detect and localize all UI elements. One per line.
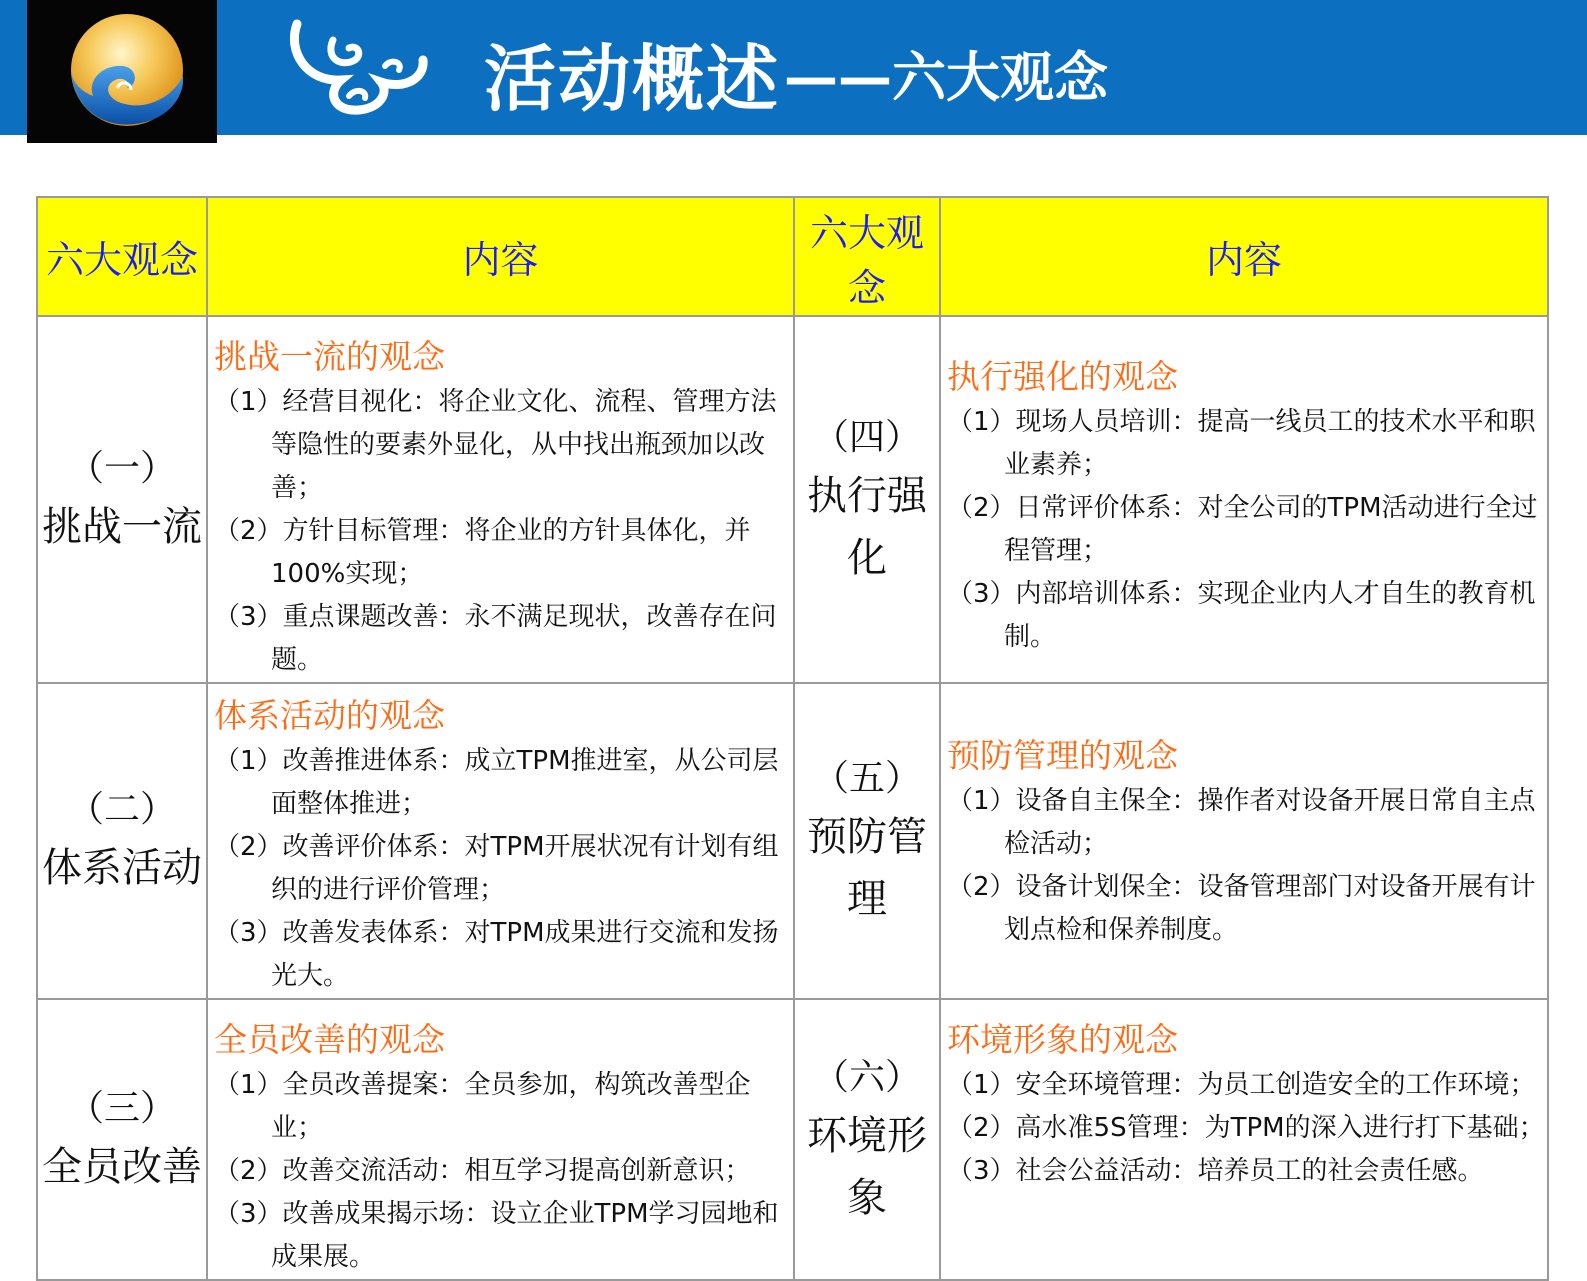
header-content-left: 内容 (207, 197, 794, 316)
table-header-row (37, 197, 1548, 316)
concepts-table (36, 196, 1549, 1281)
concept-label-cell (794, 316, 940, 683)
concept-label-cell (37, 683, 207, 999)
concept-number: （五） (812, 758, 921, 799)
concept-name: 预防管理 (807, 814, 927, 922)
concept-content-cell (940, 683, 1548, 999)
concept-name: 环境形象 (807, 1112, 927, 1221)
concept-content-cell (207, 683, 794, 999)
concept-label-cell (794, 683, 940, 999)
concept-label-cell (794, 999, 940, 1280)
concept-content-cell (207, 316, 794, 683)
title-sub: ——六大观念 (784, 45, 1109, 109)
concept-content-cell (940, 316, 1548, 683)
content-item: （2）改善交流活动：相互学习提高创新意识； (214, 1156, 751, 1186)
content-item: （2）日常评价体系：对全公司的TPM活动进行全过程管理； (947, 493, 1538, 566)
concept-number: （六） (812, 1056, 921, 1098)
content-item: （1）安全环境管理：为员工创造安全的工作环境； (947, 1070, 1536, 1100)
concept-number: （三） (67, 1087, 176, 1129)
concept-title: 体系活动的观念 (214, 696, 445, 735)
concept-name: 执行强化 (807, 472, 927, 581)
content-item: （1）设备自主保全：操作者对设备开展日常自主点检活动； (947, 786, 1536, 859)
concept-title: 执行强化的观念 (947, 357, 1178, 396)
content-item: （3）内部培训体系：实现企业内人才自生的教育机制。 (947, 579, 1536, 652)
concept-content-cell (207, 999, 794, 1280)
header-concept-left: 六大观念 (37, 197, 207, 316)
concept-number: （一） (67, 447, 176, 489)
concept-name: 挑战一流 (42, 503, 202, 550)
concept-content-cell (940, 999, 1548, 1280)
concept-name: 全员改善 (42, 1143, 202, 1190)
table-row (37, 316, 1548, 683)
company-logo (27, 0, 217, 143)
concept-title: 环境形象的观念 (947, 1020, 1178, 1059)
table-row (37, 999, 1548, 1280)
concept-label-cell (37, 999, 207, 1280)
concept-title: 预防管理的观念 (947, 736, 1178, 775)
content-item: （3）改善成果揭示场：设立企业TPM学习园地和成果展。 (214, 1199, 779, 1272)
concept-title: 全员改善的观念 (214, 1020, 445, 1059)
content-item: （2）方针目标管理：将企业的方针具体化，并100%实现； (214, 516, 751, 589)
header-concept-right: 六大观念 (794, 197, 940, 316)
content-item: （2）改善评价体系：对TPM开展状况有计划有组织的进行评价管理； (214, 832, 779, 905)
content-item: （3）改善发表体系：对TPM成果进行交流和发扬光大。 (214, 918, 779, 991)
content-item: （2）高水准5S管理：为TPM的深入进行打下基础； (947, 1113, 1545, 1143)
content-item: （3）社会公益活动：培养员工的社会责任感。 (947, 1156, 1484, 1186)
content-item: （1）改善推进体系：成立TPM推进室，从公司层面整体推进； (214, 746, 779, 819)
content-item: （2）设备计划保全：设备管理部门对设备开展有计划点检和保养制度。 (947, 872, 1536, 945)
content-item: （1）经营目视化：将企业文化、流程、管理方法等隐性的要素外显化，从中找出瓶颈加以改善； (214, 387, 777, 503)
table-row (37, 683, 1548, 999)
header-content-right: 内容 (940, 197, 1548, 316)
concept-label-cell (37, 316, 207, 683)
cloud-decoration (285, 0, 435, 135)
concept-number: （四） (812, 416, 921, 458)
concept-title: 挑战一流的观念 (214, 337, 445, 376)
content-item: （3）重点课题改善：永不满足现状，改善存在问题。 (214, 602, 777, 675)
page-title (484, 18, 1108, 128)
title-main: 活动概述 (484, 37, 781, 121)
concept-name: 体系活动 (42, 845, 202, 891)
concept-number: （二） (67, 789, 176, 830)
content-item: （1）现场人员培训：提高一线员工的技术水平和职业素养； (947, 407, 1536, 480)
header-bar (0, 0, 1587, 135)
content-item: （1）全员改善提案：全员参加，构筑改善型企业； (214, 1070, 751, 1143)
